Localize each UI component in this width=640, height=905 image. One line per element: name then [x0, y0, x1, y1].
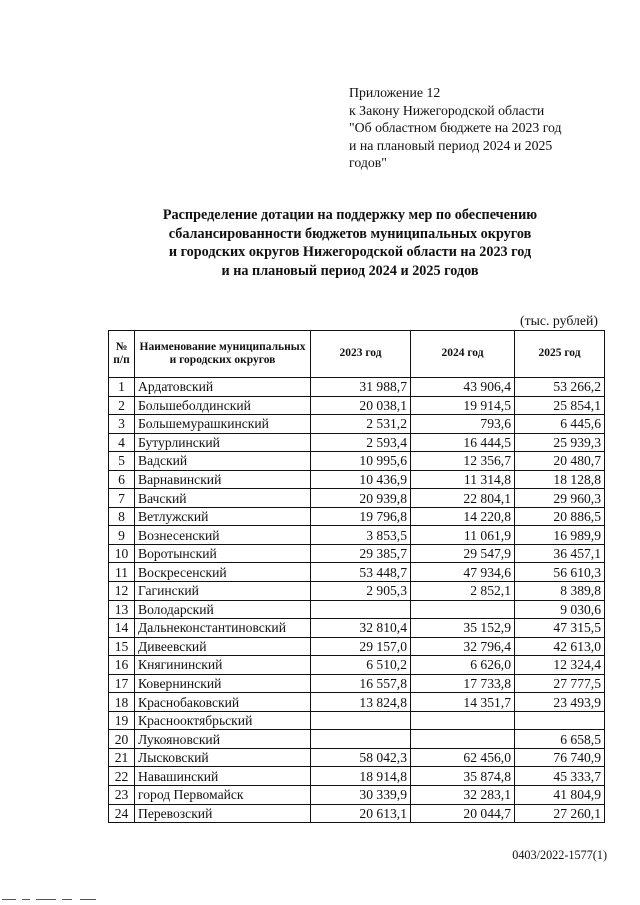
row-number: 3: [109, 415, 135, 434]
value-2023: 20 038,1: [311, 396, 411, 415]
value-2025: 16 989,9: [515, 526, 605, 545]
table-row: [109, 433, 605, 452]
table-row: [109, 582, 605, 601]
value-2025: 25 854,1: [515, 396, 605, 415]
row-number: 2: [109, 396, 135, 415]
district-name: Воскресенский: [135, 563, 311, 582]
value-2023: 18 914,8: [311, 767, 411, 786]
table-row: [109, 711, 605, 730]
value-2024: 17 733,8: [411, 674, 515, 693]
table-row: [109, 526, 605, 545]
value-2025: 45 333,7: [515, 767, 605, 786]
value-2025: 53 266,2: [515, 378, 605, 397]
table-row: [109, 786, 605, 805]
row-number: 20: [109, 730, 135, 749]
district-name: Краснобаковский: [135, 693, 311, 712]
units-label: (тыс. рублей): [519, 313, 598, 328]
value-2025: 20 886,5: [515, 507, 605, 526]
value-2024: 43 906,4: [411, 378, 515, 397]
district-name: Лысковский: [135, 748, 311, 767]
value-2025: 27 777,5: [515, 674, 605, 693]
value-2025: [515, 711, 605, 730]
title-line: Распределение дотации на поддержку мер по обеспечению: [162, 207, 538, 223]
value-2025: 56 610,3: [515, 563, 605, 582]
appendix-line: годов": [349, 155, 387, 171]
subsidy-table: [108, 330, 605, 823]
row-number: 15: [109, 637, 135, 656]
value-2023: 2 593,4: [311, 433, 411, 452]
value-2024: 20 044,7: [411, 804, 515, 823]
table-row: [109, 378, 605, 397]
value-2025: 29 960,3: [515, 489, 605, 508]
value-2023: 20 939,8: [311, 489, 411, 508]
table-row: [109, 674, 605, 693]
value-2023: 19 796,8: [311, 507, 411, 526]
row-number: 22: [109, 767, 135, 786]
value-2025: 20 480,7: [515, 452, 605, 471]
district-name: Ардатовский: [135, 378, 311, 397]
value-2025: 9 030,6: [515, 600, 605, 619]
value-2025: 18 128,8: [515, 470, 605, 489]
value-2025: 27 260,1: [515, 804, 605, 823]
table-row: [109, 656, 605, 675]
district-name: Навашинский: [135, 767, 311, 786]
value-2023: 16 557,8: [311, 674, 411, 693]
scan-artifact: [0, 897, 120, 903]
title-line: и городских округов Нижегородской области на 2023 год: [168, 244, 532, 260]
row-number: 5: [109, 452, 135, 471]
value-2024: 2 852,1: [411, 582, 515, 601]
value-2024: 47 934,6: [411, 563, 515, 582]
value-2023: 3 853,5: [311, 526, 411, 545]
row-number: 6: [109, 470, 135, 489]
table-row: [109, 544, 605, 563]
value-2024: 6 626,0: [411, 656, 515, 675]
value-2023: [311, 711, 411, 730]
row-number: 1: [109, 378, 135, 397]
value-2025: 25 939,3: [515, 433, 605, 452]
value-2023: 29 385,7: [311, 544, 411, 563]
district-name: Вачский: [135, 489, 311, 508]
table-row: [109, 415, 605, 434]
value-2024: 11 061,9: [411, 526, 515, 545]
value-2024: 14 220,8: [411, 507, 515, 526]
value-2024: 11 314,8: [411, 470, 515, 489]
value-2023: 30 339,9: [311, 786, 411, 805]
appendix-line: Приложение 12: [349, 85, 441, 100]
district-name: Большеболдинский: [135, 396, 311, 415]
appendix-line: к Закону Нижегородской области: [349, 102, 545, 118]
district-name: Княгининский: [135, 656, 311, 675]
district-name: Дивеевский: [135, 637, 311, 656]
document-number: 0403/2022-1577(1): [512, 848, 607, 862]
header-2023: 2023 год: [311, 331, 411, 378]
value-2025: 8 389,8: [515, 582, 605, 601]
row-number: 24: [109, 804, 135, 823]
district-name: Краснооктябрьский: [135, 711, 311, 730]
row-number: 19: [109, 711, 135, 730]
row-number: 7: [109, 489, 135, 508]
value-2023: 10 436,9: [311, 470, 411, 489]
header-row: [109, 331, 605, 378]
value-2023: 32 810,4: [311, 619, 411, 638]
value-2024: 29 547,9: [411, 544, 515, 563]
document-title: [110, 206, 590, 280]
value-2024: 12 356,7: [411, 452, 515, 471]
value-2024: [411, 730, 515, 749]
header-name: Наименование муниципальных и городских округов: [135, 331, 311, 378]
row-number: 18: [109, 693, 135, 712]
value-2023: 13 824,8: [311, 693, 411, 712]
table-row: [109, 489, 605, 508]
row-number: 11: [109, 563, 135, 582]
title-line: сбалансированности бюджетов муниципальных округов: [168, 225, 532, 242]
value-2025: 42 613,0: [515, 637, 605, 656]
row-number: 21: [109, 748, 135, 767]
value-2025: 41 804,9: [515, 786, 605, 805]
row-number: 8: [109, 507, 135, 526]
value-2024: 16 444,5: [411, 433, 515, 452]
value-2023: 20 613,1: [311, 804, 411, 823]
table-row: [109, 600, 605, 619]
header-number: № п/п: [109, 331, 135, 378]
value-2023: 2 531,2: [311, 415, 411, 434]
value-2023: 2 905,3: [311, 582, 411, 601]
value-2025: 6 658,5: [515, 730, 605, 749]
table-row: [109, 767, 605, 786]
value-2024: 35 152,9: [411, 619, 515, 638]
district-name: Большемурашкинский: [135, 415, 311, 434]
header-2025: 2025 год: [515, 331, 605, 378]
table-row: [109, 619, 605, 638]
table-row: [109, 748, 605, 767]
district-name: Вадский: [135, 452, 311, 471]
table-row: [109, 470, 605, 489]
value-2023: 31 988,7: [311, 378, 411, 397]
district-name: Гагинский: [135, 582, 311, 601]
district-name: Бутурлинский: [135, 433, 311, 452]
value-2024: 32 796,4: [411, 637, 515, 656]
appendix-header: [349, 84, 609, 172]
district-name: город Первомайск: [135, 786, 311, 805]
value-2023: 53 448,7: [311, 563, 411, 582]
table-row: [109, 507, 605, 526]
value-2024: 793,6: [411, 415, 515, 434]
value-2023: [311, 730, 411, 749]
table-row: [109, 452, 605, 471]
value-2025: 76 740,9: [515, 748, 605, 767]
row-number: 16: [109, 656, 135, 675]
value-2024: [411, 711, 515, 730]
district-name: Лукояновский: [135, 730, 311, 749]
value-2023: 29 157,0: [311, 637, 411, 656]
value-2024: 14 351,7: [411, 693, 515, 712]
district-name: Вознесенский: [135, 526, 311, 545]
table-header: [109, 331, 605, 378]
row-number: 9: [109, 526, 135, 545]
value-2025: 23 493,9: [515, 693, 605, 712]
value-2024: 62 456,0: [411, 748, 515, 767]
table-row: [109, 637, 605, 656]
value-2023: 6 510,2: [311, 656, 411, 675]
value-2024: 35 874,8: [411, 767, 515, 786]
value-2024: 22 804,1: [411, 489, 515, 508]
table-row: [109, 563, 605, 582]
value-2025: 6 445,6: [515, 415, 605, 434]
value-2023: 58 042,3: [311, 748, 411, 767]
row-number: 10: [109, 544, 135, 563]
row-number: 4: [109, 433, 135, 452]
district-name: Володарский: [135, 600, 311, 619]
value-2025: 12 324,4: [515, 656, 605, 675]
row-number: 14: [109, 619, 135, 638]
row-number: 13: [109, 600, 135, 619]
table-row: [109, 804, 605, 823]
row-number: 17: [109, 674, 135, 693]
table-row: [109, 693, 605, 712]
title-line: и на плановый период 2024 и 2025 годов: [221, 262, 479, 279]
value-2023: 10 995,6: [311, 452, 411, 471]
appendix-line: "Об областном бюджете на 2023 год: [349, 120, 562, 136]
table-body: [109, 378, 605, 823]
district-name: Воротынский: [135, 544, 311, 563]
district-name: Варнавинский: [135, 470, 311, 489]
value-2024: [411, 600, 515, 619]
district-name: Дальнеконстантиновский: [135, 619, 311, 638]
district-name: Ветлужский: [135, 507, 311, 526]
table-row: [109, 396, 605, 415]
value-2024: 32 283,1: [411, 786, 515, 805]
value-2025: 36 457,1: [515, 544, 605, 563]
row-number: 23: [109, 786, 135, 805]
district-name: Перевозский: [135, 804, 311, 823]
table-row: [109, 730, 605, 749]
value-2023: [311, 600, 411, 619]
appendix-line: и на плановый период 2024 и 2025: [349, 137, 553, 153]
value-2024: 19 914,5: [411, 396, 515, 415]
district-name: Ковернинский: [135, 674, 311, 693]
value-2025: 47 315,5: [515, 619, 605, 638]
header-2024: 2024 год: [411, 331, 515, 378]
row-number: 12: [109, 582, 135, 601]
